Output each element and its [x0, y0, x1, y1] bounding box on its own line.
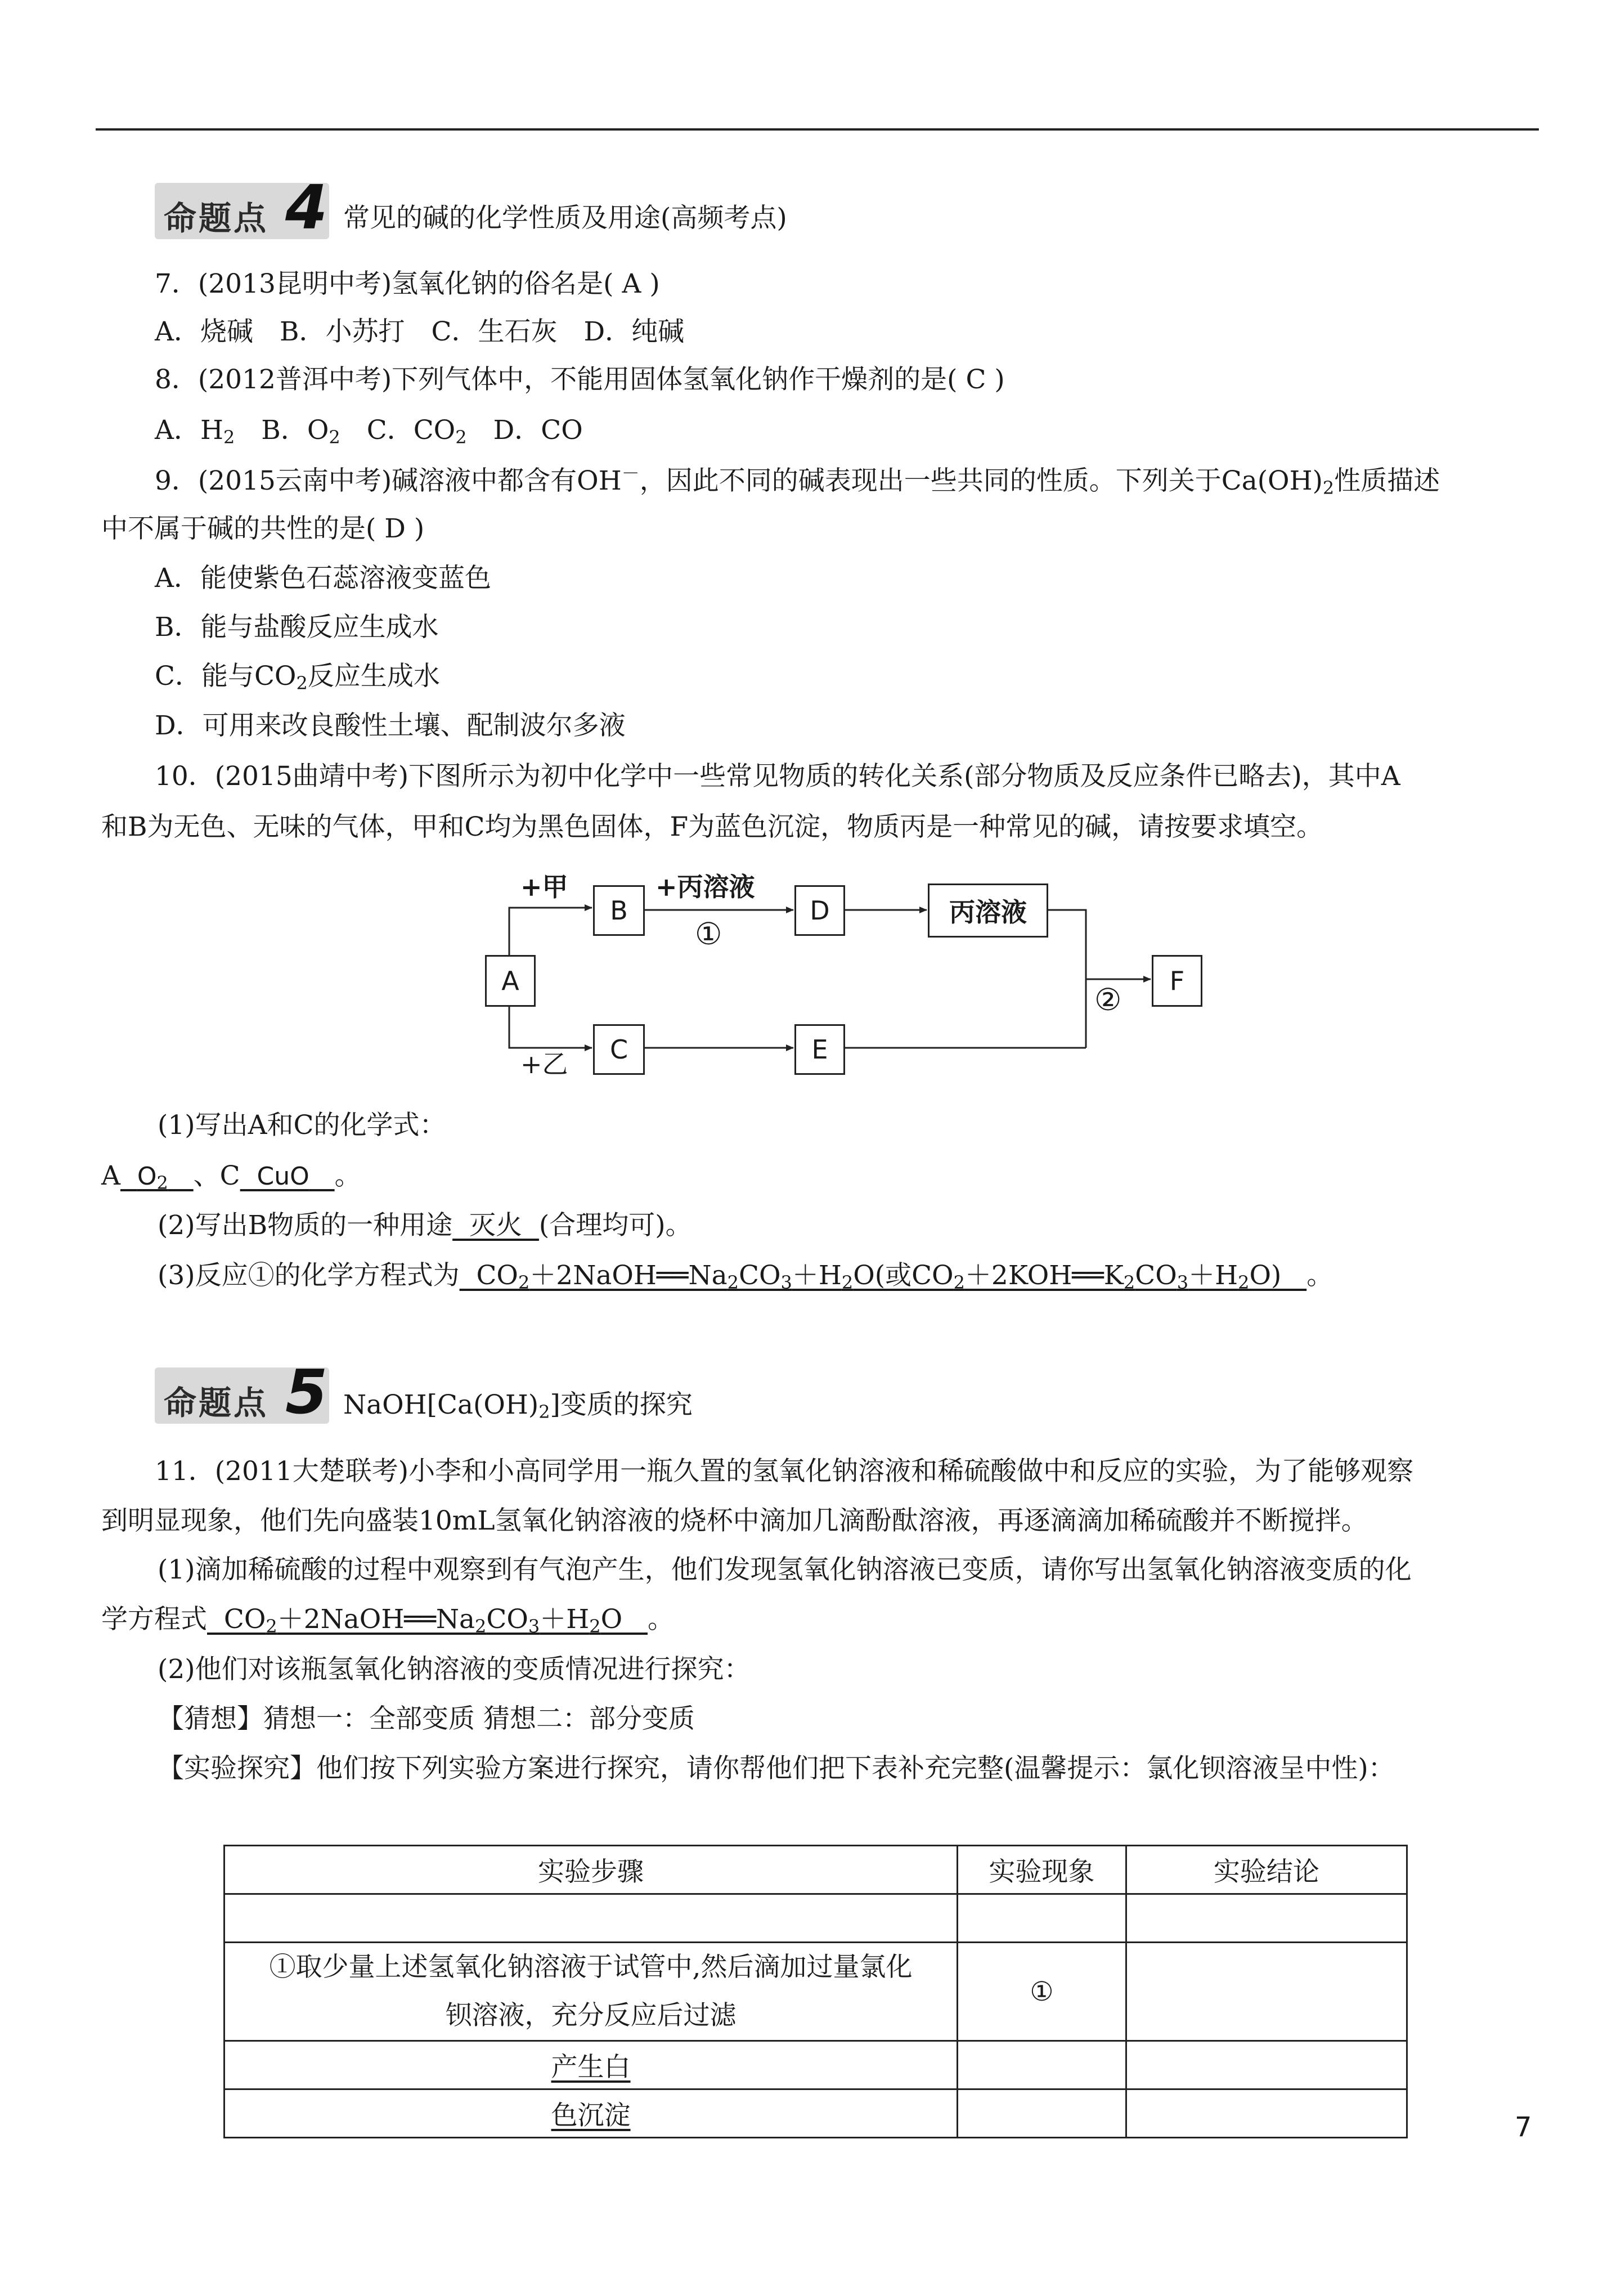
- topic-badge-4: [155, 173, 329, 243]
- label-plus-jia: +甲: [520, 872, 568, 902]
- label-mark-1: ①: [695, 916, 722, 952]
- badge-text: 命题点: [164, 1384, 269, 1422]
- badge-number: 5: [285, 1357, 328, 1428]
- line-bing-merge: [1047, 910, 1086, 1048]
- phenomenon-1: ①: [958, 1943, 1126, 2041]
- question-9-line2: 中不属于碱的共性的是( D ): [101, 513, 425, 544]
- table-row: [224, 2089, 1407, 2138]
- question-9-option-d: D．可用来改良酸性土壤、配制波尔多液: [155, 710, 626, 741]
- question-11-sub1: (1)滴加稀硫酸的过程中观察到有气泡产生，他们发现氢氧化钠溶液已变质，请你写出氢氧化钠溶液变质的化: [158, 1554, 1412, 1585]
- table-row: [224, 1943, 1407, 2041]
- label-plus-bing: +丙溶液: [655, 872, 755, 902]
- badge-number: 4: [285, 173, 328, 243]
- question-8: 8．(2012普洱中考)下列气体中，不能用固体氢氧化钠作干燥剂的是( C ): [155, 364, 1005, 395]
- question-10-line2: 和B为无色、无味的气体，甲和C均为黑色固体，F为蓝色沉淀，物质丙是一种常见的碱，请按要求填空。: [101, 811, 1323, 842]
- table-header-row: [224, 1846, 1407, 1894]
- line-a-up: [509, 908, 592, 957]
- option-a: A．H: [155, 415, 223, 446]
- label-plus-yi: +乙: [520, 1049, 568, 1079]
- question-11-line2: 到明显现象，他们先向盛装10mL氢氧化钠溶液的烧杯中滴加几滴酚酞溶液，再逐滴滴加稀硫酸并不断搅拌。: [101, 1505, 1368, 1536]
- question-11-sub1-line2: 学方程式 $CO_2+2NaOH══Na_2CO_3+H_2O$ 。: [101, 1604, 674, 1637]
- node-f: F: [1152, 955, 1202, 1007]
- step-1: ①取少量上述氢氧化钠溶液于试管中,然后滴加过量氯化 钡溶液，充分反应后过滤: [224, 1943, 958, 2041]
- answer-equation-2: $CO_2+2NaOH══Na_2CO_3+H_2O$: [207, 1604, 648, 1637]
- option-d: D．CO: [493, 415, 583, 446]
- question-9-option-a: A．能使紫色石蕊溶液变蓝色: [155, 563, 491, 594]
- question-9-option-b: B．能与盐酸反应生成水: [155, 612, 439, 643]
- header-phenomenon: 实验现象: [958, 1846, 1126, 1894]
- question-10-sub1: (1)写出A和C的化学式：: [158, 1110, 446, 1141]
- question-9-option-c: C．能与$CO_2$反应生成水: [155, 661, 440, 694]
- question-9: 9．(2015云南中考)碱溶液中都含有OH－，因此不同的碱表现出一些共同的性质。下列关于$Ca(OH)_2$性质描述: [155, 463, 1440, 499]
- topic-badge-5: [155, 1357, 329, 1428]
- answer-use: 灭火: [469, 1210, 523, 1241]
- option-b: B．O: [261, 415, 329, 446]
- node-e: E: [794, 1024, 845, 1075]
- answer-a: O: [137, 1162, 157, 1191]
- row3-text: 产生白: [551, 2052, 631, 2083]
- question-10: 10．(2015曲靖中考)下图所示为初中化学中一些常见物质的转化关系(部分物质及反应条件已略去)，其中A: [155, 761, 1400, 792]
- node-b: B: [593, 885, 645, 936]
- question-8-options: A．$H_2$ B．$O_2$ C．$CO_2$ D．CO: [155, 415, 583, 448]
- question-10-sub2: (2)写出B物质的一种用途 灭火 (合理均可)。: [158, 1210, 692, 1241]
- question-11-sub2: (2)他们对该瓶氢氧化钠溶液的变质情况进行探究：: [158, 1654, 751, 1685]
- question-10-sub3: (3)反应①的化学方程式为 $CO_2+2NaOH══Na_2CO_3+H_2O$(或$CO_2+2KOH══K_2CO_3+H_2O$) 。: [158, 1260, 1333, 1293]
- experiment-table: [223, 1845, 1408, 2138]
- header-conclusion: 实验结论: [1126, 1846, 1407, 1894]
- topic-title-4: 常见的碱的化学性质及用途(高频考点): [343, 203, 787, 234]
- answer-c: CuO: [257, 1162, 309, 1191]
- question-7-options: A．烧碱 B．小苏打 C．生石灰 D．纯碱: [155, 316, 685, 347]
- node-a: A: [485, 955, 536, 1007]
- question-10-answer1: A $O_2$ 、C CuO 。: [101, 1160, 361, 1194]
- page-number: 7: [1515, 2111, 1532, 2143]
- node-c: C: [593, 1024, 645, 1075]
- header-rule: [96, 128, 1539, 131]
- question-11: 11．(2011大楚联考)小李和小高同学用一瓶久置的氢氧化钠溶液和稀硫酸做中和反应的实验，为了能够观察: [155, 1456, 1414, 1487]
- question-7: 7．(2013昆明中考)氢氧化钠的俗名是( A ): [155, 268, 660, 299]
- header-steps: 实验步骤: [224, 1846, 958, 1894]
- row4-text: 色沉淀: [551, 2100, 631, 2131]
- table-row: [224, 1894, 1407, 1943]
- line-a-down: [509, 1004, 592, 1048]
- table-row: [224, 2041, 1407, 2089]
- badge-text: 命题点: [164, 199, 269, 237]
- answer-equation: $CO_2+2NaOH══Na_2CO_3+H_2O$(或$CO_2+2KOH══K_2CO_3+H_2O$): [459, 1260, 1307, 1293]
- option-c: C．CO: [366, 415, 456, 446]
- node-d: D: [794, 885, 845, 936]
- explore-line: 【实验探究】他们按下列实验方案进行探究，请你帮他们把下表补充完整(温馨提示：氯化钡溶液呈中性)：: [158, 1753, 1395, 1784]
- guess-line: 【猜想】猜想一：全部变质 猜想二：部分变质: [158, 1703, 695, 1734]
- label-mark-2: ②: [1094, 982, 1122, 1017]
- node-bing: 丙溶液: [928, 884, 1048, 938]
- topic-title-5: $NaOH[Ca(OH)_2]$变质的探究: [343, 1389, 693, 1423]
